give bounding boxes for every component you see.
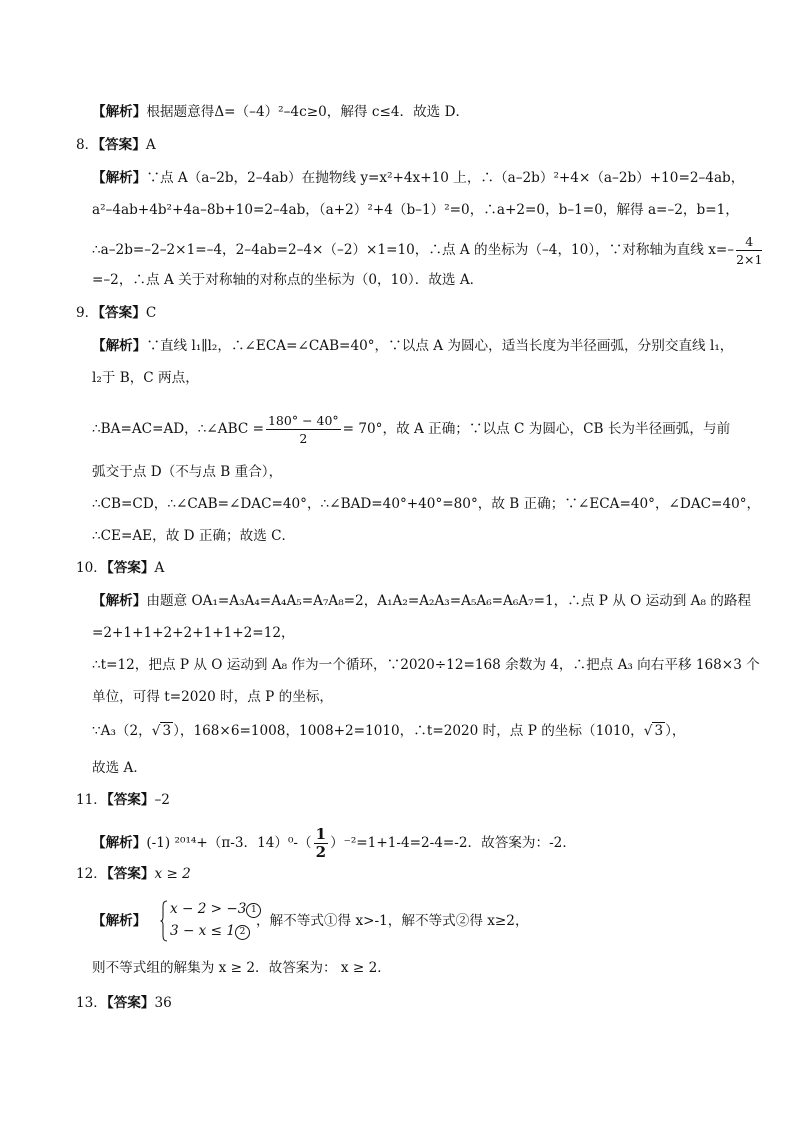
q9-analysis-line-4: 弧交于点 D（不与点 B 重合）， [92, 464, 283, 480]
q9-text-3a: ∴BA=AC=AD，∴∠ABC = [92, 421, 264, 437]
sqrt-radicand: 3 [654, 723, 664, 739]
analysis-label: 【解析】 [92, 338, 147, 354]
circled-number: 1 [246, 903, 261, 918]
answer-label: 【答案】 [106, 866, 155, 882]
q10-analysis-line-3: ∴t=12，把点 P 从 O 运动到 A₈ 作为一个循环，∵2020÷12=168 余数为 4，∴把点 A₃ 向右平移 168×3 个 [92, 657, 760, 673]
q10-analysis-line-2: =2+1+1+2+2+1+1+2=12， [92, 625, 295, 641]
q12-answer: x ≥ 2 [154, 866, 191, 882]
q7-analysis-line [92, 102, 469, 122]
inequality-2-text: 3 − x ≤ 1 [170, 923, 236, 939]
sqrt-radicand: 3 [162, 723, 172, 739]
analysis-label: 【解析】 [92, 170, 147, 186]
question-number: 9． [76, 305, 99, 321]
q8-answer-line [76, 135, 156, 155]
inequality-system [170, 898, 261, 942]
circled-number: 2 [235, 925, 250, 940]
q10-analysis-line-1 [92, 591, 751, 611]
q8-analysis-line-4: =–2，∴点 A 关于对称轴的对称点的坐标为（0，10）．故选 A． [92, 272, 484, 288]
q10-answer-line [76, 558, 164, 578]
q10-analysis-line-5 [92, 721, 685, 741]
q10-text-5a: ∵A₃（2， [92, 723, 152, 739]
fraction-denominator: 2 [299, 431, 308, 446]
fraction [736, 233, 762, 268]
inequality-1-text: x − 2 > −3 [170, 901, 247, 917]
q10-text-5c: ）， [665, 723, 686, 739]
fraction-denominator: 2 [315, 843, 327, 861]
q9-analysis-line-6: ∴CE=AE，故 D 正确；故选 C． [92, 528, 296, 544]
q9-answer: C [145, 305, 157, 321]
q8-analysis-line-1 [92, 168, 744, 188]
q11-answer: –2 [154, 792, 170, 808]
q12-analysis-label [92, 911, 146, 931]
q8-text-3: ∴a–2b=–2–2×1=–4，2–4ab=2–4×（–2）×1=10，∴点 A 的坐标为（–4，10），∵对称轴为直线 x=– [92, 242, 735, 258]
answer-label: 【答案】 [106, 792, 155, 808]
question-number: 8． [76, 137, 99, 153]
q11-analysis-line [92, 826, 576, 861]
answer-label: 【答案】 [106, 560, 155, 576]
q10-analysis-line-6: 故选 A． [92, 760, 147, 776]
q11-text-b: ）⁻²=1+1-4=2-4=-2．故答案为：-2． [330, 835, 576, 851]
analysis-label: 【解析】 [92, 835, 147, 851]
question-number: 10． [76, 560, 107, 576]
fraction-denominator: 2×1 [736, 252, 763, 267]
inequality-1 [170, 898, 261, 920]
q9-text-1: ∵直线 l₁∥l₂，∴∠ECA=∠CAB=40°，∵以点 A 为圆心，适当长度为半径画弧，分别交直线 l₁， [146, 338, 734, 354]
answer-label: 【答案】 [106, 995, 155, 1011]
q13-answer: 36 [154, 995, 172, 1011]
fraction-numerator: 4 [736, 233, 762, 251]
analysis-label: 【解析】 [92, 913, 147, 929]
q9-answer-line [76, 303, 156, 323]
q10-answer: A [154, 560, 165, 576]
question-number: 13． [76, 995, 107, 1011]
q12-analysis-line-2: 则不等式组的解集为 x ≥ 2．故答案为： x ≥ 2． [92, 960, 391, 976]
q8-text-1: ∵点 A（a–2b，2–4ab）在抛物线 y=x²+4x+10 上，∴（a–2b）²+4×（a–2b）+10=2–4ab， [146, 170, 745, 186]
q9-analysis-line-5: ∴CB=CD，∴∠CAB=∠DAC=40°，∴∠BAD=40°+40°=80°，故 B 正确；∵∠ECA=40°，∠DAC=40°， [92, 496, 761, 512]
q12-analysis-after: ，解不等式①得 x>-1，解不等式②得 x≥2， [256, 913, 529, 929]
fraction-numerator: 1 [315, 825, 327, 843]
sqrt-expression: √ 3 [643, 723, 664, 739]
fraction-numerator: 180° − 40° [267, 413, 339, 428]
q7-analysis-text: 根据题意得Δ=（–4）²–4c≥0，解得 c≤4．故选 D． [146, 104, 470, 120]
inequality-2 [170, 920, 261, 942]
question-number: 12． [76, 866, 107, 882]
q9-analysis-line-2: l₂于 B，C 两点， [92, 370, 199, 386]
question-number: 11． [76, 792, 107, 808]
q9-analysis-line-1 [92, 336, 733, 356]
fraction [266, 412, 341, 447]
q13-answer-line [76, 993, 172, 1013]
q10-text-1: 由题意 OA₁=A₃A₄=A₄A₅=A₇A₈=2，A₁A₂=A₂A₃=A₅A₆=A₆A₇=1，∴点 P 从 O 运动到 A₈ 的路程 [146, 593, 752, 609]
q12-answer-line [76, 864, 191, 884]
q8-analysis-line-3 [92, 233, 764, 268]
answer-label: 【答案】 [98, 305, 146, 321]
analysis-label: 【解析】 [92, 104, 147, 120]
analysis-label: 【解析】 [92, 593, 147, 609]
q10-analysis-line-4: 单位，可得 t=2020 时，点 P 的坐标， [92, 689, 334, 705]
q8-analysis-line-2: a²–4ab+4b²+4a–8b+10=2–4ab，（a+2）²+4（b–1）²=0，∴a+2=0，b–1=0，解得 a=–2，b=1， [92, 202, 739, 218]
q9-analysis-line-3 [92, 412, 730, 447]
q9-text-3b: = 70°，故 A 正确；∵以点 C 为圆心，CB 长为半径画弧，与前 [342, 421, 731, 437]
q11-answer-line [76, 790, 170, 810]
brace-icon [160, 900, 168, 942]
fraction [314, 826, 328, 861]
q10-text-5b: ），168×6=1008，1008+2=1010，∴t=2020 时，点 P 的坐标（1010， [173, 723, 644, 739]
answer-label: 【答案】 [98, 137, 146, 153]
q11-text-a: (-1) ²⁰¹⁴+（π-3．14）⁰-（ [146, 835, 312, 851]
q8-answer: A [145, 137, 156, 153]
sqrt-expression: √ 3 [151, 723, 172, 739]
